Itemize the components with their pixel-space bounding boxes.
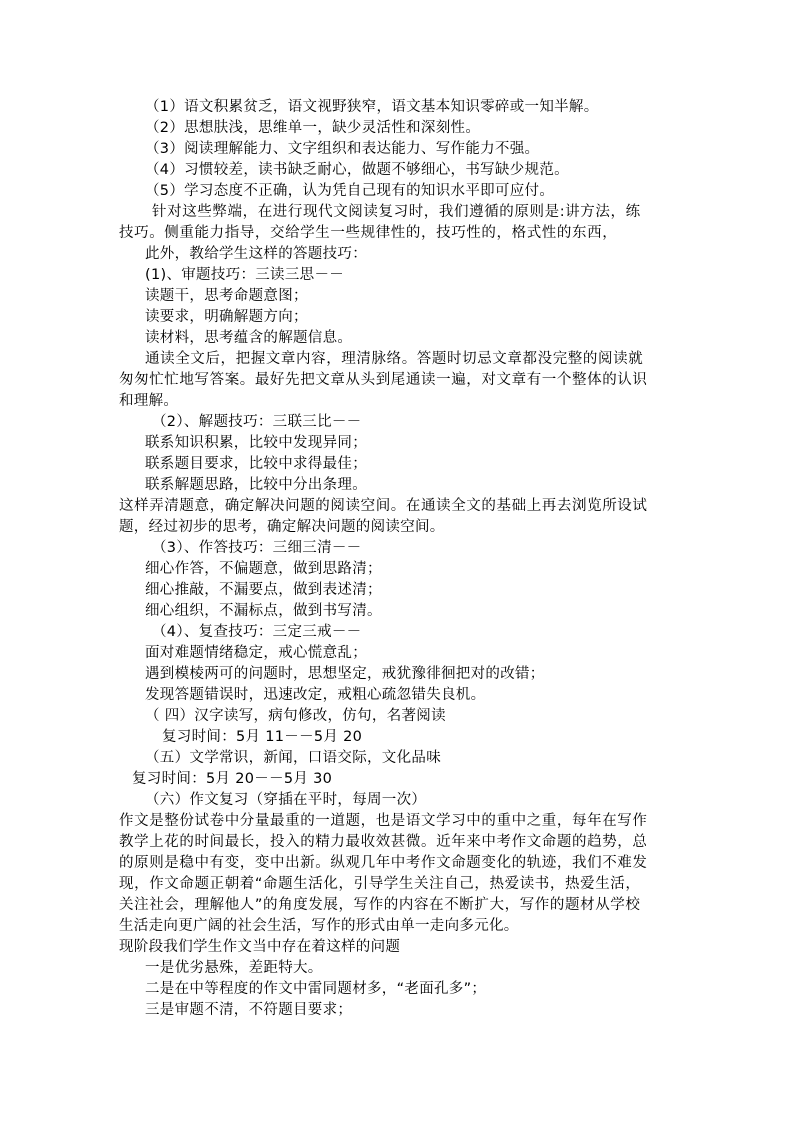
problem-third: 三是审题不清，不符题目要求； (145, 1002, 353, 1018)
current-problems-intro: 现阶段我们学生作文当中存在着这样的问题 (119, 939, 401, 955)
skill-2-point-2: 联系题目要求，比较中求得最佳； (145, 456, 367, 472)
skill-3-point-1: 细心作答，不偏题意，做到思路清； (145, 561, 382, 577)
problem-item-1: （1）语文积累贫乏，语文视野狭窄，语文基本知识零碎或一知半解。 (145, 99, 599, 115)
composition-paragraph-line-5: 关注社会，理解他人”的角度发展，写作的内容在不断扩大，写作的题材从学校 (119, 897, 641, 913)
section-4-heading: （ 四）汉字读写，病句修改，仿句，名著阅读 (145, 708, 446, 724)
section-5-review-time: 复习时间：5月 20－－5月 30 (132, 771, 333, 787)
answer-skills-intro: 此外，教给学生这样的答题技巧： (145, 246, 367, 262)
composition-paragraph-line-1: 作文是整份试卷中分量最重的一道题，也是语文学习中的重中之重，每年在写作 (119, 813, 648, 829)
section-4-review-time: 复习时间：5月 11－－5月 20 (162, 729, 363, 745)
skill-4-heading: （4）、复查技巧：三定三戒－－ (152, 624, 362, 640)
read-paragraph-line-3: 和理解。 (119, 393, 179, 409)
section-5-heading: （五）文学常识，新闻，口语交际，文化品味 (145, 750, 441, 766)
problem-item-4: （4）习惯较差，读书缺乏耐心，做题不够细心，书写缺少规范。 (145, 162, 569, 178)
skill-1-point-1: 读题干，思考命题意图； (145, 288, 308, 304)
composition-paragraph-line-6: 生活走向更广阔的社会生活，写作的形式由单一走向多元化。 (119, 918, 519, 934)
skill-2-point-1: 联系知识积累，比较中发现异同； (145, 435, 367, 451)
read-paragraph-line-1: 通读全文后，把握文章内容，理清脉络。答题时切忌文章都没完整的阅读就 (145, 351, 644, 367)
skill-2-heading: （2）、解题技巧：三联三比－－ (152, 414, 362, 430)
principle-paragraph-line-1: 针对这些弊端，在进行现代文阅读复习时，我们遵循的原则是:讲方法，练 (152, 204, 641, 220)
clarify-paragraph-line-1: 这样弄清题意，确定解决问题的阅读空间。在通读全文的基础上再去浏览所设试 (119, 498, 648, 514)
composition-paragraph-line-3: 的原则是稳中有变，变中出新。纵观几年中考作文命题变化的轨迹，我们不难发 (119, 855, 648, 871)
read-paragraph-line-2: 匆匆忙忙地写答案。最好先把文章从头到尾通读一遍，对文章有一个整体的认识 (119, 372, 648, 388)
problem-first: 一是优劣悬殊，差距特大。 (145, 960, 323, 976)
composition-paragraph-line-2: 教学上花的时间最长，投入的精力最收效甚微。近年来中考作文命题的趋势，总 (119, 834, 648, 850)
problem-item-3: （3）阅读理解能力、文字组织和表达能力、写作能力不强。 (145, 141, 540, 157)
problem-second: 二是在中等程度的作文中雷同题材多，“老面孔多”； (145, 981, 487, 997)
skill-4-point-2: 遇到模棱两可的问题时，思想坚定，戒犹豫徘徊把对的改错； (145, 666, 545, 682)
skill-3-heading: （3）、作答技巧：三细三清－－ (152, 540, 362, 556)
skill-4-point-3: 发现答题错误时，迅速改定，戒粗心疏忽错失良机。 (145, 687, 486, 703)
clarify-paragraph-line-2: 题，经过初步的思考，确定解决问题的阅读空间。 (119, 519, 445, 535)
problem-item-2: （2）思想肤浅，思维单一，缺少灵活性和深刻性。 (145, 120, 481, 136)
skill-4-point-1: 面对难题情绪稳定，戒心慌意乱； (145, 645, 367, 661)
section-6-heading: （六）作文复习（穿插在平时，每周一次） (145, 792, 427, 808)
skill-3-point-3: 细心组织，不漏标点，做到书写清。 (145, 603, 382, 619)
skill-3-point-2: 细心推敲，不漏要点，做到表述清； (145, 582, 382, 598)
composition-paragraph-line-4: 现，作文命题正朝着“命题生活化，引导学生关注自己，热爱读书，热爱生活， (119, 876, 641, 892)
problem-item-5: （5）学习态度不正确，认为凭自己现有的知识水平即可应付。 (145, 183, 555, 199)
skill-1-point-3: 读材料，思考蕴含的解题信息。 (145, 330, 353, 346)
skill-1-point-2: 读要求，明确解题方向； (145, 309, 308, 325)
principle-paragraph-line-2: 技巧。侧重能力指导，交给学生一些规律性的，技巧性的，格式性的东西， (119, 225, 618, 241)
skill-1-heading: (1)、审题技巧：三读三思－－ (145, 267, 345, 283)
skill-2-point-3: 联系解题思路，比较中分出条理。 (145, 477, 367, 493)
